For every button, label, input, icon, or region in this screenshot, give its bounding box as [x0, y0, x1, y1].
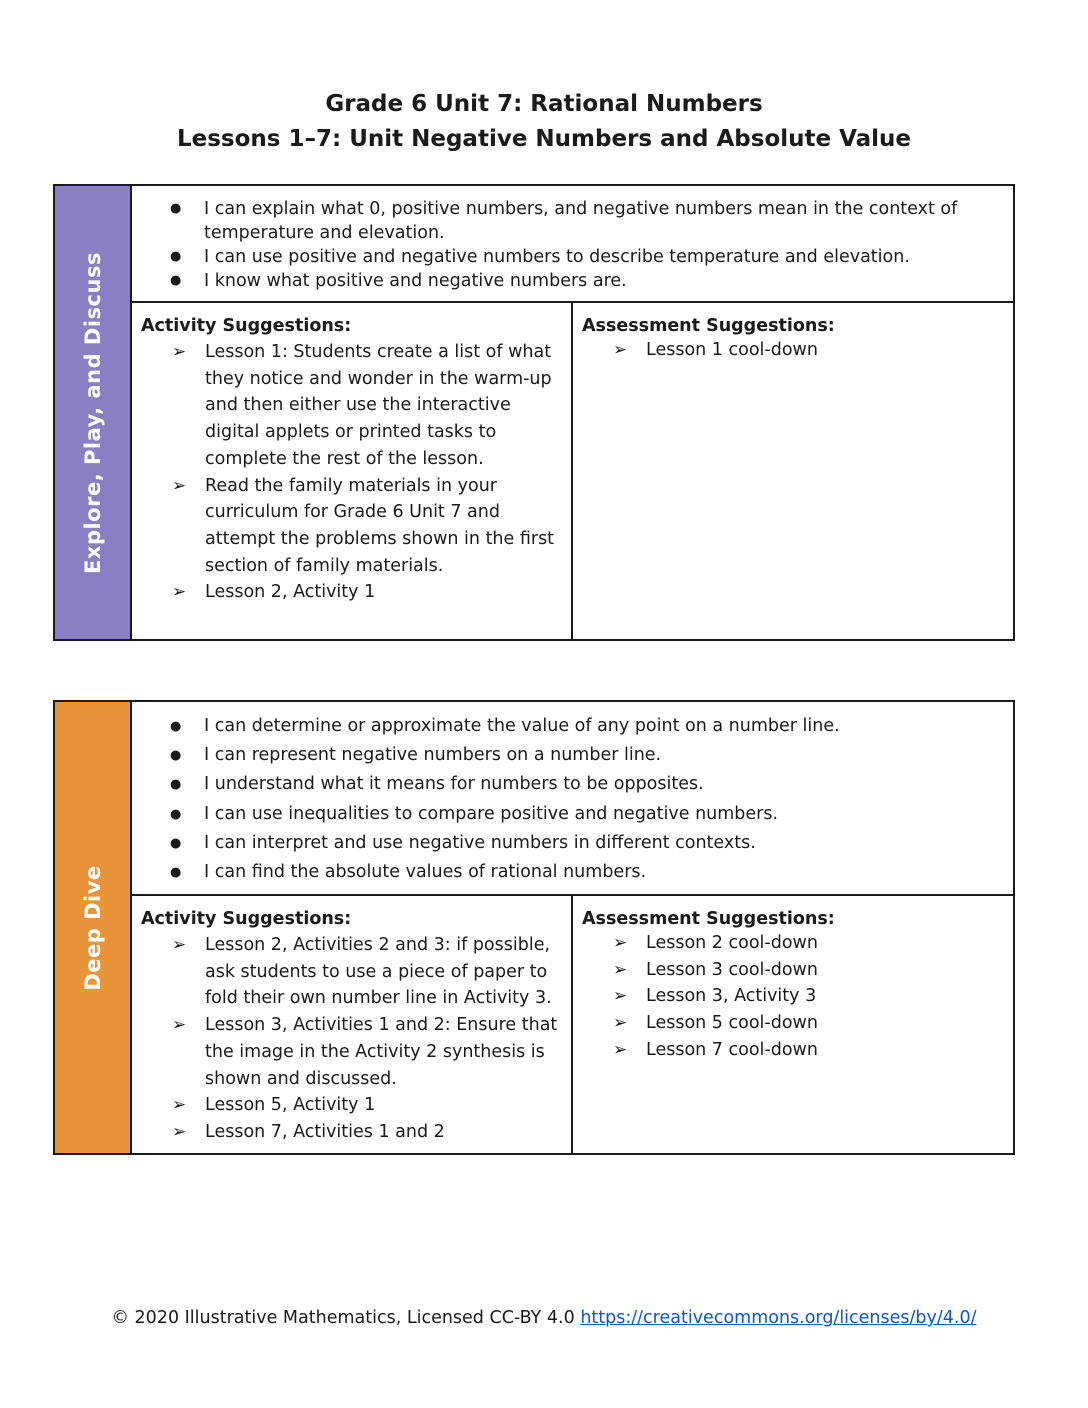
- bullet-icon: ●: [170, 201, 182, 216]
- arrow-bullet-icon: ➢: [172, 582, 187, 603]
- arrow-bullet-icon: ➢: [613, 986, 628, 1007]
- assessment-item-text: Lesson 2 cool-down: [646, 933, 818, 953]
- arrow-bullet-icon: ➢: [172, 1121, 187, 1142]
- arrow-bullet-icon: ➢: [613, 1039, 628, 1060]
- arrow-bullet-icon: ➢: [172, 1095, 187, 1116]
- activity-item: [141, 473, 563, 580]
- activity-item-text: Lesson 5, Activity 1: [205, 1095, 376, 1116]
- learning-goal-item: [164, 741, 993, 770]
- assessment-item-text: Lesson 3 cool-down: [646, 959, 818, 980]
- assessment-item-text: Lesson 1 cool-down: [646, 340, 818, 360]
- activity-suggestions-list: [141, 339, 563, 606]
- bullet-icon: ●: [170, 719, 182, 734]
- suggestions-row: [132, 303, 1013, 639]
- arrow-bullet-icon: ➢: [172, 935, 187, 955]
- learning-goals-list: [132, 186, 1013, 303]
- assessment-item: [582, 1010, 1013, 1037]
- learning-goal-item: [164, 858, 993, 887]
- learning-goal-text: I understand what it means for numbers to be opposites.: [204, 774, 704, 795]
- learning-goal-item: [164, 800, 993, 829]
- learning-goal-text: I can use inequalities to compare positive and negative numbers.: [204, 803, 779, 824]
- activity-item-text: Lesson 3, Activities 1 and 2: Ensure that the image in the Activity 2 synthesis is shown and discussed.: [205, 1015, 558, 1089]
- learning-goal-text: I can determine or approximate the value of any point on a number line.: [204, 716, 840, 736]
- assessment-item: [582, 930, 1013, 957]
- learning-goal-text: I can use positive and negative numbers to describe temperature and elevation.: [204, 247, 910, 267]
- assessment-suggestions-heading: Assessment Suggestions:: [582, 316, 835, 336]
- bullet-icon: ●: [170, 748, 182, 764]
- arrow-bullet-icon: ➢: [613, 959, 628, 980]
- learning-goals-list: [132, 702, 1013, 896]
- learning-goal-item: [164, 245, 993, 269]
- assessment-item-text: Lesson 7 cool-down: [646, 1039, 818, 1060]
- assessment-suggestions-list: [582, 337, 1013, 364]
- activity-item: [141, 1119, 563, 1146]
- bullet-icon: ●: [170, 273, 182, 288]
- learning-goal-text: I can represent negative numbers on a number line.: [204, 745, 662, 766]
- activity-item-text: Lesson 2, Activity 1: [205, 582, 376, 603]
- learning-goal-text: I know what positive and negative numbers are.: [204, 271, 627, 291]
- learning-goal-item: [164, 269, 993, 293]
- arrow-bullet-icon: ➢: [613, 933, 628, 953]
- learning-goal-item: [164, 770, 993, 799]
- learning-goal-item: [164, 197, 993, 245]
- activity-item-text: Lesson 7, Activities 1 and 2: [205, 1121, 445, 1142]
- activity-item: [141, 339, 563, 473]
- arrow-bullet-icon: ➢: [613, 340, 628, 360]
- assessment-suggestions-list: [582, 930, 1013, 1064]
- arrow-bullet-icon: ➢: [172, 1015, 187, 1036]
- section-side-label: Explore, Play, and Discuss: [80, 251, 105, 574]
- section-side-label: Deep Dive: [80, 864, 105, 991]
- assessment-suggestions-column: [573, 303, 1013, 639]
- assessment-item: [582, 1037, 1013, 1064]
- page-footer: [0, 1305, 1088, 1331]
- section-content: [132, 186, 1013, 639]
- arrow-bullet-icon: ➢: [613, 1013, 628, 1034]
- page-title: Grade 6 Unit 7: Rational Numbers: [325, 91, 763, 117]
- section-content: [132, 702, 1013, 1153]
- learning-goal-item: [164, 829, 993, 858]
- activity-item-text: Read the family materials in your curriculum for Grade 6 Unit 7 and attempt the problems shown in the first section of family materials.: [205, 475, 555, 576]
- section-side-banner: [55, 186, 132, 639]
- learning-goal-text: I can find the absolute values of rational numbers.: [204, 862, 647, 883]
- section-deep-dive: [53, 700, 1015, 1155]
- bullet-icon: ●: [170, 777, 182, 793]
- assessment-item-text: Lesson 5 cool-down: [646, 1013, 818, 1034]
- activity-suggestions-heading: Activity Suggestions:: [141, 909, 352, 929]
- arrow-bullet-icon: ➢: [172, 475, 187, 496]
- learning-goal-text: I can explain what 0, positive numbers, and negative numbers mean in the context of temperature and elevation.: [204, 199, 958, 243]
- assessment-item: [582, 957, 1013, 984]
- activity-item: [141, 1092, 563, 1119]
- learning-goal-text: I can interpret and use negative numbers in different contexts.: [204, 832, 756, 853]
- section-explore-play-discuss: [53, 184, 1015, 641]
- section-side-banner: [55, 702, 132, 1153]
- assessment-item: [582, 983, 1013, 1010]
- bullet-icon: ●: [170, 865, 182, 881]
- copyright-text: © 2020 Illustrative Mathematics, Licensed CC-BY 4.0: [111, 1308, 575, 1328]
- activity-suggestions-column: [132, 896, 573, 1153]
- bullet-icon: ●: [170, 249, 182, 264]
- activity-suggestions-column: [132, 303, 573, 639]
- activity-suggestions-heading: Activity Suggestions:: [141, 316, 352, 336]
- assessment-suggestions-column: [573, 896, 1013, 1153]
- assessment-suggestions-heading: Assessment Suggestions:: [582, 909, 835, 929]
- activity-item: [141, 579, 563, 606]
- license-link[interactable]: https://creativecommons.org/licenses/by/4.0/: [580, 1308, 977, 1328]
- suggestions-row: [132, 896, 1013, 1153]
- activity-suggestions-list: [141, 932, 563, 1146]
- activity-item-text: Lesson 2, Activities 2 and 3: if possible, ask students to use a piece of paper to fold their own number line in Activity 3.: [205, 935, 552, 1009]
- arrow-bullet-icon: ➢: [172, 342, 187, 362]
- learning-goal-item: [164, 712, 993, 741]
- activity-item: [141, 1012, 563, 1092]
- page-subtitle: Lessons 1–7: Unit Negative Numbers and Absolute Value: [176, 126, 912, 152]
- assessment-item: [582, 337, 1013, 364]
- assessment-item-text: Lesson 3, Activity 3: [646, 986, 817, 1007]
- bullet-icon: ●: [170, 806, 182, 822]
- activity-item-text: Lesson 1: Students create a list of what they notice and wonder in the warm-up and then either use the interactive digital applets or printed tasks to complete the rest of the lesson.: [205, 342, 552, 469]
- activity-item: [141, 932, 563, 1012]
- bullet-icon: ●: [170, 835, 182, 851]
